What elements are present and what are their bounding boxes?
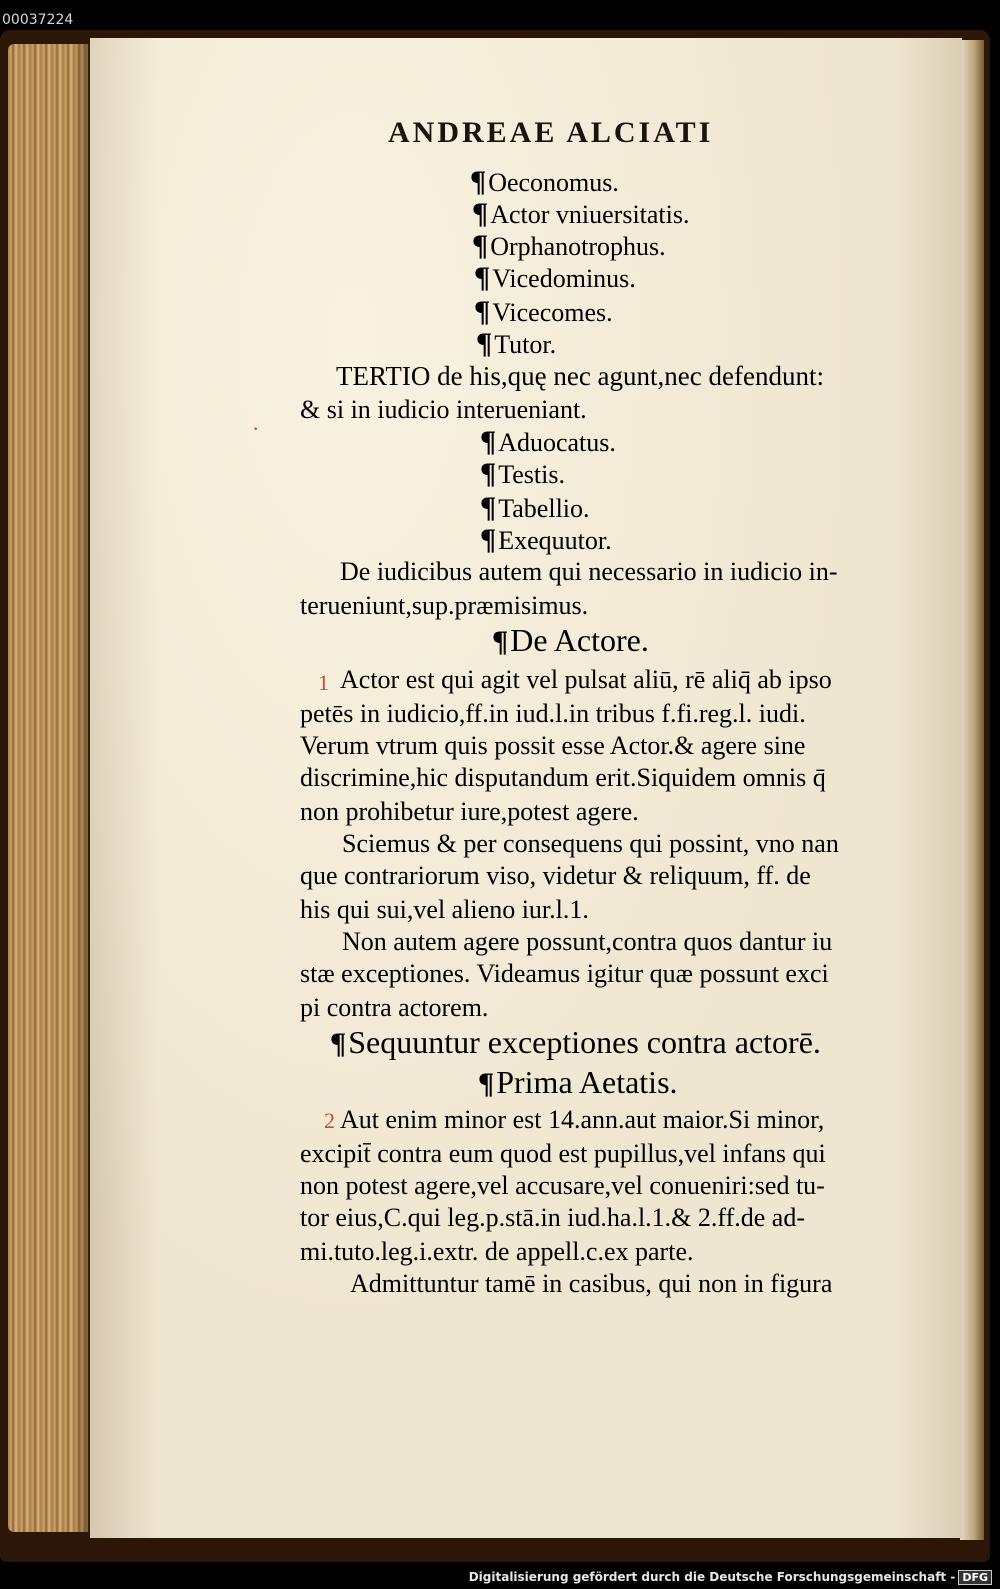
- pilcrow-icon: ¶: [472, 229, 489, 262]
- list-item-aduocatus: ¶Aduocatus.: [480, 425, 616, 458]
- scan-id: 00037224: [2, 12, 74, 28]
- page-gutter-shadow: [74, 44, 90, 1532]
- paragraph-aut-enim-2: excipit̄ contra eum quod est pupillus,vel infans qui: [300, 1139, 826, 1168]
- paragraph-de-iudicibus: De iudicibus autem qui necessario in iudicio in-: [340, 557, 838, 586]
- list-item-exequutor: ¶Exequutor.: [480, 523, 612, 556]
- footer-text: Digitalisierung gefördert durch die Deutsche Forschungsgemeinschaft -: [468, 1570, 956, 1584]
- footer-credit: [469, 1570, 992, 1585]
- margin-marker-2: 2: [324, 1108, 335, 1133]
- paragraph-tertio: TERTIO de his,quę nec agunt,nec defendunt:: [336, 361, 824, 391]
- section-heading-de-actore: ¶De Actore.: [492, 622, 649, 658]
- list-item-tabellio: ¶Tabellio.: [480, 491, 590, 524]
- paragraph-non-autem-2: stæ exceptiones. Videamus igitur quæ possunt exci: [300, 959, 829, 988]
- pilcrow-icon: ¶: [476, 327, 493, 360]
- list-item-vicecomes: ¶Vicecomes.: [474, 295, 613, 328]
- list-item-oeconomus: ¶Oeconomus.: [470, 165, 619, 198]
- pilcrow-icon: ¶: [474, 261, 491, 294]
- paragraph-non-autem-3: pi contra actorem.: [300, 993, 489, 1022]
- pilcrow-icon: ¶: [330, 1027, 347, 1060]
- pilcrow-icon: ¶: [480, 491, 497, 524]
- book-page: [90, 38, 962, 1538]
- list-item-actor: ¶Actor vniuersitatis.: [472, 197, 690, 230]
- paragraph-actor-5: non prohibetur iure,potest agere.: [300, 797, 639, 826]
- pilcrow-icon: ¶: [480, 425, 497, 458]
- dfg-logo: DFG: [958, 1570, 992, 1585]
- paragraph-sciemus-1: Sciemus & per consequens qui possint, vno nan: [342, 829, 839, 858]
- right-page-edge: [960, 40, 984, 1540]
- pilcrow-icon: ¶: [470, 165, 487, 198]
- paragraph-actor-1: Actor est qui agit vel pulsat aliū, rē aliq̄ ab ipso: [340, 665, 832, 694]
- paragraph-actor-2: petēs in iudicio,ff.in iud.l.in tribus f.fi.reg.l. iudi.: [300, 699, 806, 728]
- paragraph-sciemus-3: his qui sui,vel alieno iur.l.1.: [300, 895, 589, 924]
- paragraph-aut-enim-3: non potest agere,vel accusare,vel conueniri:sed tu-: [300, 1171, 825, 1200]
- paragraph-aut-enim-5: mi.tuto.leg.i.extr. de appell.c.ex parte.: [300, 1237, 694, 1266]
- paragraph-actor-3: Verum vtrum quis possit esse Actor.& agere sine: [300, 731, 806, 760]
- section-heading-sequuntur: ¶Sequuntur exceptiones contra actorē.: [330, 1024, 821, 1060]
- pilcrow-icon: ¶: [474, 295, 491, 328]
- list-item-orphanotrophus: ¶Orphanotrophus.: [472, 229, 666, 262]
- paragraph-non-autem-1: Non autem agere possunt,contra quos dantur iu: [342, 927, 833, 956]
- pilcrow-icon: ¶: [480, 523, 497, 556]
- list-item-vicedominus: ¶Vicedominus.: [474, 261, 636, 294]
- section-heading-prima-aetatis: ¶Prima Aetatis.: [478, 1064, 678, 1100]
- pilcrow-icon: ¶: [492, 625, 509, 658]
- paragraph-de-iudicibus-cont: terueniunt,sup.præmisimus.: [300, 591, 589, 620]
- list-item-testis: ¶Testis.: [480, 457, 565, 490]
- paragraph-aut-enim-1: Aut enim minor est 14.ann.aut maior.Si minor,: [340, 1105, 825, 1134]
- running-head: ANDREAE ALCIATI: [388, 116, 714, 149]
- paragraph-actor-4: discrimine,hic disputandum erit.Siquidem omnis q̄: [300, 763, 826, 792]
- paragraph-aut-enim-4: tor eius,C.qui leg.p.stā.in iud.ha.l.1.& 2.ff.de ad-: [300, 1203, 805, 1232]
- paragraph-tertio-cont: & si in iudicio interueniant.: [300, 395, 587, 424]
- pilcrow-icon: ¶: [480, 457, 497, 490]
- paragraph-admittuntur: Admittuntur tamē in casibus, qui non in figura: [350, 1269, 833, 1298]
- pilcrow-icon: ¶: [478, 1067, 495, 1100]
- paragraph-sciemus-2: que contrariorum viso, videtur & reliquum, ff. de: [300, 861, 811, 890]
- list-item-tutor: ¶Tutor.: [476, 327, 557, 360]
- margin-marker-1: 1: [318, 670, 329, 695]
- pilcrow-icon: ¶: [472, 197, 489, 230]
- margin-marker-dot: ·: [252, 416, 260, 441]
